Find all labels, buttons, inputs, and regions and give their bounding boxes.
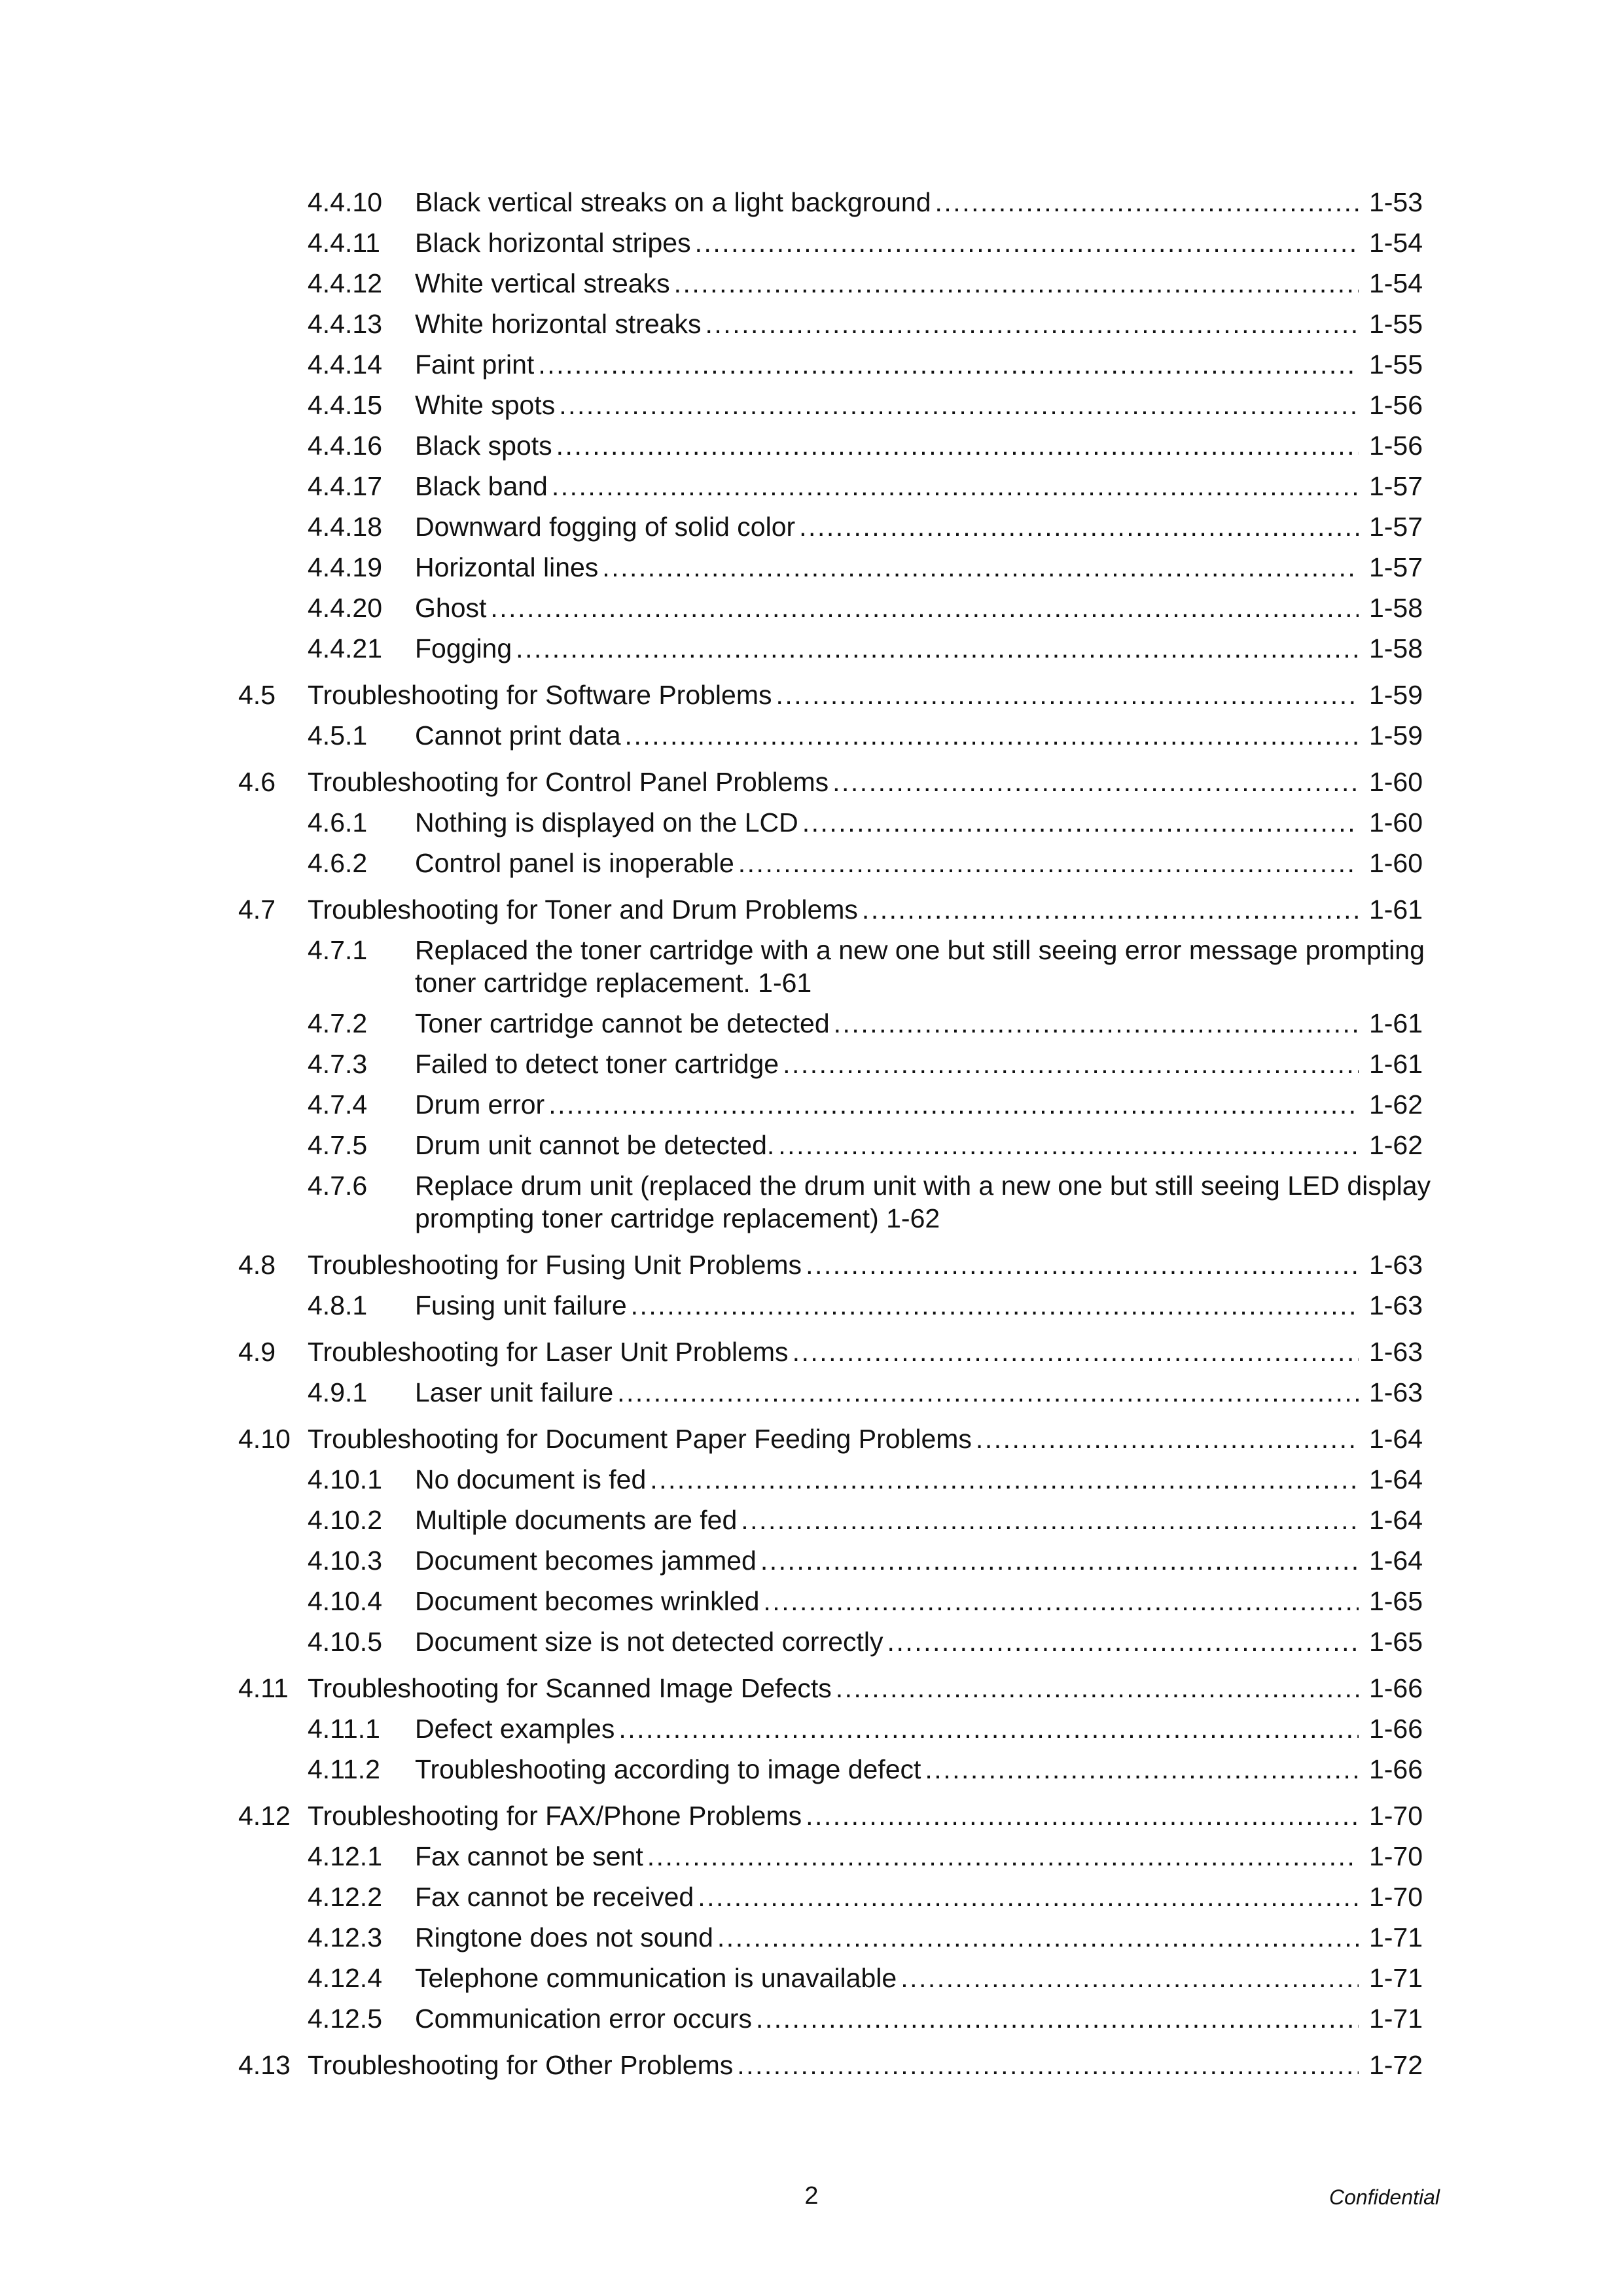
toc-entry-number: 4.4.20 — [308, 593, 382, 623]
dot-leader — [548, 1084, 1359, 1125]
toc-entry-page: 1-66 — [1368, 1673, 1423, 1703]
toc-entry-body — [415, 1749, 1423, 1790]
toc-section-entry — [0, 1245, 1623, 1285]
toc-entry-body — [415, 843, 1423, 883]
toc-subsection-entry — [0, 1372, 1623, 1413]
toc-entry-page: 1-57 — [1368, 512, 1423, 542]
toc-entry-number: 4.10 — [238, 1424, 291, 1454]
dot-leader — [776, 675, 1359, 715]
toc-entry-title: Fusing unit failure — [415, 1290, 627, 1320]
toc-entry-page: 1-63 — [1368, 1290, 1423, 1320]
toc-entry-number: 4.6 — [238, 767, 276, 797]
dot-leader — [802, 802, 1359, 843]
toc-entry-body — [415, 1084, 1423, 1125]
toc-entry-page: 1-55 — [1368, 349, 1423, 380]
dot-leader — [516, 628, 1359, 669]
toc-entry-page: 1-54 — [1368, 268, 1423, 298]
toc-entry-page: 1-63 — [1368, 1377, 1423, 1407]
toc-entry-page: 1-57 — [1368, 552, 1423, 582]
toc-entry-body — [308, 675, 1423, 715]
toc-entry-number: 4.7.3 — [308, 1049, 368, 1079]
toc-entry-body — [415, 1540, 1423, 1581]
toc-subsection-entry — [0, 1003, 1623, 1044]
toc-entry-number: 4.8 — [238, 1250, 276, 1280]
toc-entry-page: 1-64 — [1368, 1424, 1423, 1454]
toc-entry-number: 4.9.1 — [308, 1377, 368, 1407]
toc-entry-title: Replace drum unit (replaced the drum unit with a new one but still seeing LED display prompting toner cartridge replacement) 1-62 — [415, 1171, 1431, 1233]
toc-entry-page: 1-61 — [1368, 1049, 1423, 1079]
toc-entry-title: White spots — [415, 390, 556, 420]
toc-subsection-entry — [0, 715, 1623, 756]
dot-leader — [756, 1998, 1359, 2039]
toc-entry-number: 4.12.4 — [308, 1963, 382, 1993]
toc-entry-page: 1-65 — [1368, 1627, 1423, 1657]
dot-leader — [799, 506, 1359, 547]
dot-leader — [618, 1708, 1359, 1749]
toc-section-entry — [0, 1795, 1623, 1836]
toc-section-entry — [0, 1419, 1623, 1459]
dot-leader — [631, 1285, 1359, 1326]
toc-entry-body — [415, 1500, 1423, 1540]
toc-entry-title: Troubleshooting for Fusing Unit Problems — [308, 1250, 802, 1280]
dot-leader — [738, 843, 1359, 883]
toc-entry-number: 4.4.21 — [308, 633, 382, 663]
toc-section-entry — [0, 1332, 1623, 1372]
toc-entry-title: White horizontal streaks — [415, 309, 702, 339]
toc-entry-title: Toner cartridge cannot be detected — [415, 1008, 830, 1038]
toc-entry-page: 1-61 — [1368, 1008, 1423, 1038]
toc-entry-number: 4.7.6 — [308, 1171, 368, 1201]
toc-entry-number: 4.4.14 — [308, 349, 382, 380]
toc-entry-title: Black horizontal stripes — [415, 228, 691, 258]
toc-subsection-entry — [0, 182, 1623, 222]
toc-entry-title: Cannot print data — [415, 720, 621, 751]
toc-entry-body — [308, 1668, 1423, 1708]
toc-entry-page: 1-60 — [1368, 767, 1423, 797]
confidential-label: Confidential — [1329, 2185, 1440, 2209]
dot-leader — [647, 1836, 1359, 1877]
toc-entry-title: Troubleshooting for Toner and Drum Problems — [308, 894, 858, 925]
toc-entry-title: Troubleshooting for FAX/Phone Problems — [308, 1801, 802, 1831]
toc-entry-number: 4.13 — [238, 2050, 291, 2080]
toc-section-entry — [0, 2045, 1623, 2085]
toc-entry-page: 1-64 — [1368, 1545, 1423, 1576]
toc-subsection-entry — [0, 1500, 1623, 1540]
dot-leader — [901, 1958, 1359, 1998]
toc-entry-number: 4.10.2 — [308, 1505, 382, 1535]
toc-entry-number: 4.12.2 — [308, 1882, 382, 1912]
dot-leader — [538, 344, 1359, 385]
toc-entry-page: 1-61 — [1368, 894, 1423, 925]
toc-subsection-entry — [0, 588, 1623, 628]
toc-entry-title: Troubleshooting for Scanned Image Defects — [308, 1673, 832, 1703]
toc-entry-body — [308, 889, 1423, 930]
toc-subsection-entry — [0, 344, 1623, 385]
toc-entry-title: Black vertical streaks on a light background — [415, 187, 931, 217]
dot-leader — [925, 1749, 1359, 1790]
toc-entry-body — [308, 2045, 1423, 2085]
dot-leader — [625, 715, 1359, 756]
toc-entry-number: 4.4.17 — [308, 471, 382, 501]
toc-subsection-entry — [0, 222, 1623, 263]
toc-entry-number: 4.12 — [238, 1801, 291, 1831]
toc-entry-page: 1-56 — [1368, 431, 1423, 461]
toc-entry-title: Control panel is inoperable — [415, 848, 734, 878]
toc-section-entry — [0, 889, 1623, 930]
toc-entry-number: 4.4.15 — [308, 390, 382, 420]
toc-entry-title: White vertical streaks — [415, 268, 670, 298]
dot-leader — [559, 385, 1359, 425]
toc-subsection-entry — [0, 506, 1623, 547]
toc-subsection-entry — [0, 1917, 1623, 1958]
toc-entry-title: Downward fogging of solid color — [415, 512, 796, 542]
toc-subsection-entry — [0, 1998, 1623, 2039]
toc-entry-title: Fax cannot be sent — [415, 1841, 643, 1871]
toc-entry-title: Document becomes jammed — [415, 1545, 757, 1576]
toc-entry-title: Troubleshooting for Other Problems — [308, 2050, 734, 2080]
toc-entry-page: 1-63 — [1368, 1250, 1423, 1280]
toc-entry-page: 1-64 — [1368, 1464, 1423, 1494]
dot-leader — [717, 1917, 1359, 1958]
dot-leader — [695, 222, 1359, 263]
toc-entry-title: Troubleshooting for Control Panel Problems — [308, 767, 829, 797]
toc-entry-page: 1-71 — [1368, 1922, 1423, 1952]
toc-entry-page: 1-64 — [1368, 1505, 1423, 1535]
toc-entry-page: 1-72 — [1368, 2050, 1423, 2080]
toc-entry-body — [415, 182, 1423, 222]
dot-leader — [834, 1003, 1359, 1044]
toc-entry-number: 4.5.1 — [308, 720, 368, 751]
toc-subsection-entry — [0, 1044, 1623, 1084]
dot-leader — [935, 182, 1359, 222]
toc-subsection-entry — [0, 1581, 1623, 1621]
toc-entry-number: 4.4.16 — [308, 431, 382, 461]
toc-entry-body — [415, 1877, 1423, 1917]
toc-subsection-entry — [0, 802, 1623, 843]
toc-entry-page: 1-66 — [1368, 1714, 1423, 1744]
toc-entry-title: Document becomes wrinkled — [415, 1586, 760, 1616]
toc-subsection-entry — [0, 1708, 1623, 1749]
toc-subsection-entry — [0, 1836, 1623, 1877]
toc-entry-body — [415, 425, 1423, 466]
toc-entry-page: 1-56 — [1368, 390, 1423, 420]
toc-entry-body — [415, 1708, 1423, 1749]
toc-entry-body — [415, 628, 1423, 669]
dot-leader — [674, 263, 1359, 304]
toc-entry-page: 1-58 — [1368, 633, 1423, 663]
toc-entry-body — [415, 263, 1423, 304]
toc-entry-page: 1-70 — [1368, 1841, 1423, 1871]
toc-entry-page: 1-62 — [1368, 1089, 1423, 1120]
toc-entry-title: No document is fed — [415, 1464, 647, 1494]
toc-entry-title: Telephone communication is unavailable — [415, 1963, 897, 1993]
toc-subsection-entry — [0, 466, 1623, 506]
toc-entry-body — [415, 1044, 1423, 1084]
toc-entry-body — [415, 1836, 1423, 1877]
toc-entry-number: 4.11.2 — [308, 1754, 380, 1784]
dot-leader — [862, 889, 1359, 930]
toc-entry-page: 1-65 — [1368, 1586, 1423, 1616]
dot-leader — [741, 1500, 1359, 1540]
toc-entry-body — [415, 1917, 1423, 1958]
toc-section-entry — [0, 1668, 1623, 1708]
toc-entry-page: 1-55 — [1368, 309, 1423, 339]
dot-leader — [836, 1668, 1359, 1708]
toc-entry-number: 4.11.1 — [308, 1714, 380, 1744]
toc-entry-page: 1-63 — [1368, 1337, 1423, 1367]
toc-entry-title: Troubleshooting for Document Paper Feeding Problems — [308, 1424, 972, 1454]
toc-entry-number: 4.4.13 — [308, 309, 382, 339]
toc-entry-body — [415, 1165, 1436, 1239]
toc-entry-body — [415, 1958, 1423, 1998]
toc-entry-body — [308, 1245, 1423, 1285]
toc-entry-body — [415, 506, 1423, 547]
toc-entry-body — [415, 1125, 1423, 1165]
toc-entry-body — [415, 344, 1423, 385]
toc-subsection-entry — [0, 1621, 1623, 1662]
toc-entry-title: Ghost — [415, 593, 487, 623]
toc-entry-body — [415, 222, 1423, 263]
toc-entry-body — [415, 1285, 1423, 1326]
toc-entry-page: 1-71 — [1368, 2004, 1423, 2034]
toc-entry-number: 4.6.1 — [308, 807, 368, 838]
dot-leader — [617, 1372, 1359, 1413]
toc-entry-title: Troubleshooting for Software Problems — [308, 680, 772, 710]
toc-subsection-entry — [0, 425, 1623, 466]
toc-entry-title: Laser unit failure — [415, 1377, 614, 1407]
toc-entry-title: Defect examples — [415, 1714, 615, 1744]
toc-subsection-entry — [0, 1749, 1623, 1790]
toc-entry-title: Multiple documents are fed — [415, 1505, 738, 1535]
toc-entry-body — [415, 547, 1423, 588]
toc-subsection-entry — [0, 843, 1623, 883]
toc-entry-number: 4.4.18 — [308, 512, 382, 542]
toc-entry-number: 4.11 — [238, 1673, 289, 1703]
page-number: 2 — [804, 2182, 819, 2210]
toc-entry-title: Drum unit cannot be detected. — [415, 1130, 775, 1160]
toc-subsection-entry — [0, 1540, 1623, 1581]
toc-entry-number: 4.10.1 — [308, 1464, 382, 1494]
toc-entry-body — [308, 1795, 1423, 1836]
toc-subsection-entry — [0, 1877, 1623, 1917]
dot-leader — [556, 425, 1359, 466]
toc-entry-number: 4.6.2 — [308, 848, 368, 878]
toc-entry-body — [415, 1998, 1423, 2039]
toc-entry-title: Fax cannot be received — [415, 1882, 694, 1912]
dot-leader — [650, 1459, 1359, 1500]
dot-leader — [763, 1581, 1359, 1621]
toc-subsection-entry — [0, 1125, 1623, 1165]
table-of-contents — [0, 182, 1623, 2085]
dot-leader — [778, 1125, 1359, 1165]
toc-entry-number: 4.4.19 — [308, 552, 382, 582]
dot-leader — [490, 588, 1359, 628]
toc-entry-title: Failed to detect toner cartridge — [415, 1049, 779, 1079]
dot-leader — [793, 1332, 1359, 1372]
toc-entry-number: 4.10.5 — [308, 1627, 382, 1657]
toc-entry-number: 4.4.12 — [308, 268, 382, 298]
toc-entry-page: 1-71 — [1368, 1963, 1423, 1993]
toc-entry-title: Troubleshooting for Laser Unit Problems — [308, 1337, 789, 1367]
toc-entry-body — [415, 466, 1423, 506]
dot-leader — [737, 2045, 1359, 2085]
toc-entry-title: Communication error occurs — [415, 2004, 752, 2034]
toc-entry-number: 4.12.5 — [308, 2004, 382, 2034]
toc-subsection-entry — [0, 930, 1623, 1003]
toc-entry-number: 4.7.5 — [308, 1130, 368, 1160]
toc-entry-title: Fogging — [415, 633, 512, 663]
dot-leader — [698, 1877, 1359, 1917]
toc-entry-body — [308, 762, 1423, 802]
toc-entry-body — [415, 304, 1423, 344]
toc-subsection-entry — [0, 1958, 1623, 1998]
toc-subsection-entry — [0, 628, 1623, 669]
dot-leader — [832, 762, 1359, 802]
toc-subsection-entry — [0, 385, 1623, 425]
toc-entry-number: 4.10.4 — [308, 1586, 382, 1616]
toc-entry-title: Ringtone does not sound — [415, 1922, 713, 1952]
toc-entry-title: Nothing is displayed on the LCD — [415, 807, 798, 838]
toc-entry-page: 1-62 — [1368, 1130, 1423, 1160]
toc-entry-body — [415, 385, 1423, 425]
toc-entry-page: 1-66 — [1368, 1754, 1423, 1784]
dot-leader — [887, 1621, 1359, 1662]
toc-entry-title: Drum error — [415, 1089, 545, 1120]
toc-entry-number: 4.12.1 — [308, 1841, 382, 1871]
toc-entry-body — [415, 1003, 1423, 1044]
toc-entry-page: 1-53 — [1368, 187, 1423, 217]
toc-entry-number: 4.7.2 — [308, 1008, 368, 1038]
toc-entry-page: 1-70 — [1368, 1882, 1423, 1912]
toc-entry-body — [415, 715, 1423, 756]
toc-entry-body — [308, 1332, 1423, 1372]
toc-entry-body — [415, 1459, 1423, 1500]
toc-entry-number: 4.8.1 — [308, 1290, 368, 1320]
toc-entry-number: 4.7.1 — [308, 935, 368, 965]
toc-entry-number: 4.5 — [238, 680, 276, 710]
toc-subsection-entry — [0, 1285, 1623, 1326]
toc-entry-number: 4.9 — [238, 1337, 276, 1367]
toc-entry-title: Faint print — [415, 349, 535, 380]
dot-leader — [976, 1419, 1359, 1459]
dot-leader — [552, 466, 1359, 506]
toc-entry-number: 4.10.3 — [308, 1545, 382, 1576]
toc-section-entry — [0, 762, 1623, 802]
toc-entry-body — [415, 1581, 1423, 1621]
toc-entry-body — [415, 802, 1423, 843]
toc-entry-body — [415, 1372, 1423, 1413]
toc-entry-page: 1-58 — [1368, 593, 1423, 623]
toc-entry-title: Black band — [415, 471, 548, 501]
toc-entry-body — [415, 588, 1423, 628]
toc-subsection-entry — [0, 304, 1623, 344]
toc-entry-number: 4.4.11 — [308, 228, 380, 258]
toc-entry-body — [415, 1621, 1423, 1662]
toc-entry-title: Troubleshooting according to image defect — [415, 1754, 921, 1784]
toc-subsection-entry — [0, 1165, 1623, 1239]
toc-section-entry — [0, 675, 1623, 715]
dot-leader — [806, 1245, 1359, 1285]
toc-entry-body — [415, 930, 1436, 1003]
toc-entry-number: 4.7 — [238, 894, 276, 925]
toc-entry-title: Replaced the toner cartridge with a new one but still seeing error message prompting toner cartridge replacement. 1-61 — [415, 935, 1425, 998]
toc-entry-title: Document size is not detected correctly — [415, 1627, 883, 1657]
dot-leader — [705, 304, 1359, 344]
toc-entry-title: Black spots — [415, 431, 552, 461]
toc-subsection-entry — [0, 1459, 1623, 1500]
toc-subsection-entry — [0, 547, 1623, 588]
toc-subsection-entry — [0, 263, 1623, 304]
toc-entry-page: 1-70 — [1368, 1801, 1423, 1831]
toc-entry-number: 4.7.4 — [308, 1089, 368, 1120]
toc-entry-page: 1-60 — [1368, 807, 1423, 838]
toc-entry-page: 1-57 — [1368, 471, 1423, 501]
toc-entry-number: 4.12.3 — [308, 1922, 382, 1952]
dot-leader — [783, 1044, 1359, 1084]
toc-entry-page: 1-59 — [1368, 680, 1423, 710]
dot-leader — [806, 1795, 1359, 1836]
dot-leader — [602, 547, 1359, 588]
toc-entry-page: 1-59 — [1368, 720, 1423, 751]
toc-subsection-entry — [0, 1084, 1623, 1125]
toc-entry-number: 4.4.10 — [308, 187, 382, 217]
toc-entry-body — [308, 1419, 1423, 1459]
toc-entry-page: 1-60 — [1368, 848, 1423, 878]
dot-leader — [760, 1540, 1359, 1581]
toc-entry-page: 1-54 — [1368, 228, 1423, 258]
toc-entry-title: Horizontal lines — [415, 552, 599, 582]
